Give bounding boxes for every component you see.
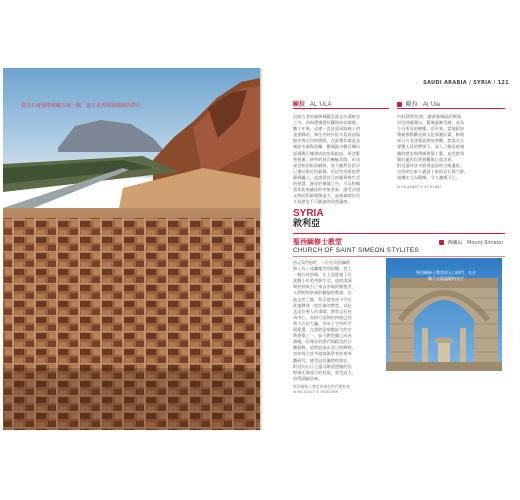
- text-line: 補給水源與食糧。舊城區由數百棟以: [293, 144, 361, 150]
- simeon-tag: [439, 239, 503, 246]
- text-line: 靜靜矗立，訴說著昔日的繁華與生活: [293, 174, 361, 180]
- right-page: [263, 68, 517, 430]
- running-head: SAUDI ARABIA / SYRIA / 121: [423, 80, 509, 86]
- text-line: 圍壯麗的自然景觀與日落美景。: [397, 156, 456, 162]
- text-line: 此地興建一座宏偉的教堂，以紀: [293, 302, 352, 308]
- country-heading: [293, 208, 324, 230]
- text-line: N 36.33417 E 36.84389: [293, 389, 339, 395]
- syria-rule: [293, 233, 505, 234]
- alula-gps: N 26.61667 E 37.91667: [397, 184, 443, 189]
- location-pin-icon: [439, 240, 444, 245]
- photo-caption: 從岩石廢墟群俯瞰古城一隅，遠方是舊城與環繞的群山: [21, 103, 142, 109]
- text-line: 野風光與遠方的村落，景色宜人，: [293, 369, 356, 375]
- text-line: 人們紛紛前來聆聽他的教誨。在: [293, 290, 352, 296]
- simeon-tag-en: Mount Simeon: [467, 240, 503, 246]
- text-line: 半島歷史不可錯過的珍貴遺產。: [293, 199, 352, 205]
- alula-tag-en: Al 'Ula: [422, 102, 441, 108]
- simeon-title-en: CHURCH OF SAINT SIMEON STYLITES: [293, 247, 419, 254]
- text-line: 西元5世紀時，一位名為西緬的: [293, 260, 351, 265]
- text-line: 面配置，在當時是規模最大的宗: [293, 327, 352, 333]
- alula-heading-zh: 歐拉: [293, 101, 306, 108]
- arch-photo-caption: 聖西緬修士教堂的入口拱門，在夕陽下呈現溫暖的光芒: [416, 270, 476, 281]
- text-line: 雕裝飾，依然展現出昔日的輝煌，: [293, 345, 356, 351]
- alula-body-col2: [397, 114, 505, 181]
- alula-tag: [397, 99, 440, 107]
- left-page: [3, 68, 260, 430]
- text-line: 教建築之一。如今教堂雖已成為: [293, 333, 352, 339]
- text-line: 之中，四周環繞著壯觀的砂岩峭壁。: [293, 120, 361, 126]
- text-line: 為中心，向四方延伸出四座巴西: [293, 314, 352, 320]
- text-line: 修士為了遠離塵世的紛擾，登上: [293, 266, 352, 272]
- text-line: 密相連，狹窄的巷弄蜿蜒其間，形成: [293, 156, 361, 162]
- text-line: 鎮的歷史與傳統建築工藝，並欣賞周: [397, 150, 465, 156]
- text-line: 積極推動觀光與文化保護計畫，修復: [397, 132, 465, 138]
- simeon-body: [293, 260, 381, 382]
- simeon-gps: [293, 384, 393, 395]
- text-line: 當年熙來攘往的市集景象，感受沙漠: [293, 187, 361, 193]
- text-line: 他去世之後，拜占庭皇帝下令在: [293, 296, 352, 302]
- alula-rule-left: [293, 108, 389, 109]
- text-line: 這座古老的綠洲城鎮坐落在沙漠峽谷: [293, 114, 361, 119]
- text-line: 已遷往附近的新城，但這些房屋依然: [293, 168, 361, 174]
- text-line: 的智慧。漫步於廢墟之中，可以想像: [293, 181, 361, 187]
- text-line: 部分古老建築並開放參觀。旅客可在: [397, 138, 465, 144]
- book-spread: [3, 68, 517, 430]
- text-line: 文明的堅韌與創造力，是探索阿拉伯: [293, 193, 361, 199]
- simeon-title-zh: 聖西緬修士教堂: [293, 238, 342, 246]
- text-line: 一根石柱頂端，在上面度過了長: [293, 272, 352, 278]
- text-line: 地中海沿岸的商隊，在此稍作歇息並: [293, 138, 361, 144]
- text-line: 迷宮般的街道網絡。如今雖然居民早: [293, 162, 361, 168]
- text-line: 達數十年的苦修生活。他的虔誠: [293, 278, 352, 284]
- alula-tag-zh: 歐拉: [405, 101, 418, 108]
- text-line: 重要驛站，來往於阿拉伯半島南部與: [293, 132, 361, 138]
- alula-heading: [293, 99, 332, 107]
- old-town-photo: [3, 68, 260, 430]
- simeon-rule: [293, 256, 505, 257]
- text-line: 今日所見的模樣。近年來，當地政府: [397, 126, 465, 132]
- alula-body-col1: [293, 114, 389, 205]
- text-line: 約於20世紀初，隨著新城區的興建，: [397, 114, 466, 119]
- text-line: 念這位聖人的事蹟。教堂以石柱: [293, 308, 352, 314]
- text-line: 聖西緬修士教堂的殘存拱門與柱基: [293, 384, 350, 389]
- arch-photo: [386, 258, 502, 371]
- text-line: 包括納巴泰人遺留下來的岩石墓穴群，: [397, 168, 469, 174]
- country-title-zh: 敘利亞: [293, 219, 321, 229]
- text-line: 居民陸續遷出，舊城逐漸荒廢，成為: [397, 120, 465, 126]
- alula-heading-en: AL 'ULA: [309, 102, 332, 108]
- text-line: 利卡式的大廳，形成十字形的平: [293, 320, 352, 326]
- text-line: 廢墟，但殘存的拱門與精美的石: [293, 339, 352, 345]
- location-pin-icon: [397, 102, 402, 107]
- simeon-tag-zh: 西緬山: [447, 240, 463, 246]
- text-line: 觀研究，感受這段獨特的歷史。: [293, 357, 352, 363]
- text-line: 值得細細品味。: [293, 375, 323, 381]
- text-line: 規模宏大而精緻，令人讚嘆不已。: [397, 174, 460, 180]
- country-title-en: SYRIA: [293, 208, 324, 219]
- alula-rule-right: [397, 108, 505, 109]
- text-line: 與堅持吸引了來自各地的朝聖者，: [293, 284, 356, 290]
- text-line: 泥磚與石塊建成的房屋組成，屋舍緊: [293, 150, 361, 156]
- simeon-heading: [293, 238, 419, 255]
- text-line: 數千年來，這裡一直是貿易路線上的: [293, 126, 361, 132]
- text-line: 每年吸引許多遊客與學者前來參: [293, 351, 352, 357]
- text-line: 附近的山丘上還可眺望遼闊的田: [293, 363, 352, 369]
- text-line: 導覽人員的帶領下，深入了解這座城: [397, 144, 465, 150]
- text-line: 附近還有許多值得造訪的古蹟遺址，: [397, 162, 465, 168]
